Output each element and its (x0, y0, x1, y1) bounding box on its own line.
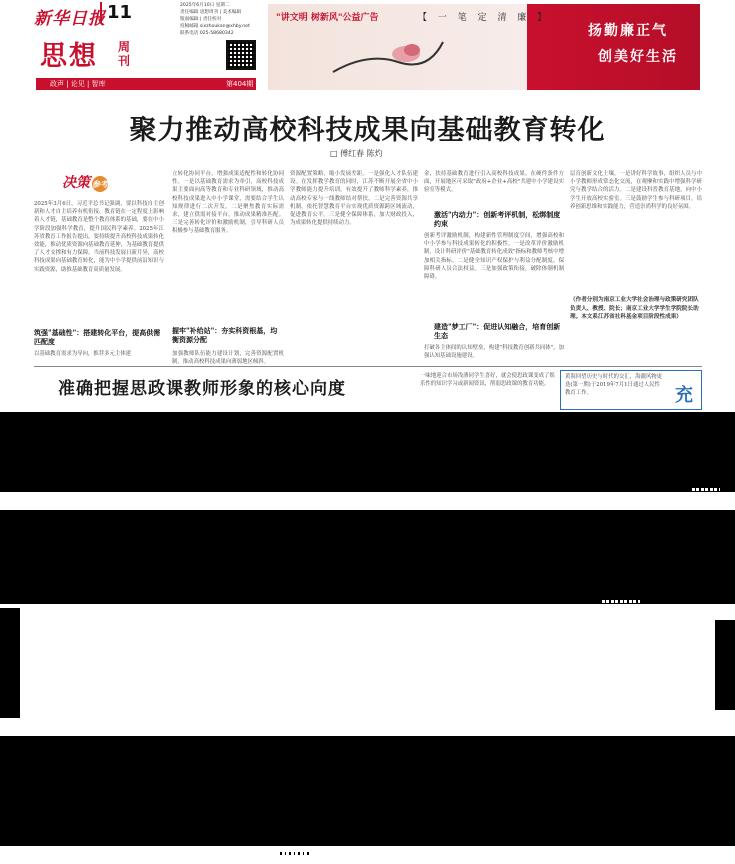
column-logo-text: 决策 (62, 175, 90, 191)
subheading-1: 筑强"基础性"：搭建转化平台，提高供需匹配度 (34, 328, 161, 346)
sidebar-box (560, 370, 702, 410)
qr-code-icon (226, 40, 256, 70)
byline: □ 傅红春 陈灼 (330, 149, 383, 158)
sidebar-box-title: 充 (675, 385, 693, 406)
article2-fragment: 一味地迎合市场浅薄同学生喜好，就会使思政课变成了娱乐性的知识学习或新闻资讯，削弱思政课的教育功能。 (420, 373, 555, 388)
ad-slogan-line1: 扬勤廉正气 (588, 23, 668, 39)
paper-name: 新华日报 (34, 9, 106, 29)
section-title: 思想 (40, 41, 98, 72)
noise-strip (280, 852, 310, 855)
public-service-ad (268, 4, 700, 90)
paragraph: 2025年3月6日，习近平总书记强调，要以科技自主创新和人才自主培养有机衔接，教育链在一定程度上影响着人才链，基础教育是整个教育体系的基础，要在中小学阶段加强科学教育，提升国民科学素养。2025年江苏省教育工作报告提出，要持续提升高校科技成果转化效能，推动优质资源向基础教育延伸，为基础教育提供了人才支撑和有力保障。当前科技发展日新月异，高校科技成果向基础教育转化，能为中小学提供前沿知识与实践资源，助推基础教育高质量发展。 (34, 201, 164, 273)
author-note: （作者分别为南京工业大学社会治理与政策研究团队负责人、教授、院长；南京工业大学学生学院院长助理。本文系江苏省社科基金项目阶段性成果） (570, 297, 699, 320)
paragraph: 加强教师队伍能力建设计划，完善资源配置机制，推动高校科技成果向薄弱地区倾斜。 (172, 351, 284, 366)
article-headline: 聚力推动高校科技成果向基础教育转化 (129, 115, 606, 146)
paragraph: 创新考评激励机制，构建新性管理制度空间，增强高校和中小学参与科技成果转化的积极性。一是改革评价激励机制，设计科研评价"基础教育转化成效"指标和教师考核中增加相关指标。二是健全知识产权保护与利益分配制度，保障科研人员合法权益。三是加强政策衔接，破除体制机制障碍。 (424, 233, 564, 281)
article-column-2 (172, 170, 284, 320)
subheading-2: 握牢"补给站"：夯实科资根基，均衡资源分配 (172, 326, 278, 344)
masthead (0, 0, 735, 92)
paragraph: 打破各主体间的认知壁垒，构建"科技教育创新共同体"，加强认知基础设施建设。 (424, 345, 564, 360)
paragraph: 层育创新文化土壤。一是讲好科学故事，组织人员与中小学教师形成常态化交流，在观摩和实践中增强科学研究与教学结合的活力。二是建设科普教育基地，向中小学生开放高校实验室。三是鼓励学生参与科研项目，培养创新思维和实践能力，营造崇尚科学的良好氛围。 (570, 171, 702, 210)
column-logo-badge: 参考 (92, 176, 108, 192)
article2-headline: 准确把握思政课教师形象的核心向度 (58, 379, 346, 399)
obscured-region (0, 736, 735, 846)
info-block (180, 2, 260, 37)
paragraph: 资源配置策略，缩小发展差距。一是强化人才队伍建设。在发挥教学教育的同时，江苏不断开展全省中小学教师能力提升培训，有效提升了教师科学素养，推动高校专家与一线教师结对帮扶。二是完善资源共享机制，依托智慧教育平台实现优质资源跨区域流动，促进教育公平。三是健全保障体系，加大财政投入，为成果转化提供持续动力。 (290, 171, 418, 227)
lotus-brush-icon (328, 32, 448, 82)
ad-slogan-line2: 创美好生活 (598, 49, 678, 65)
ad-slogan: "讲文明 树新风"公益广告 (276, 13, 379, 23)
article-column-3 (290, 170, 418, 360)
obscured-region (0, 510, 735, 604)
section-divider (34, 366, 702, 367)
noise-strip (690, 488, 720, 491)
info-line: 投稿邮箱 sixzhoukan@xhby.net (180, 24, 250, 29)
subheading-3: 激活"内动力"：创新考评机制，松绑制度约束 (434, 210, 561, 228)
page-number: 11 (100, 2, 132, 23)
paragraph: 立转化协同平台，增强成果适配性和转化协同性。一是以基础教育需求为牵引，高校科技成果主要面向高等教育和专业科研领域，推动高校科技成果进入中小学课堂，需要结合学生认知规律进行二次开发。二是聚焦教育实际需求，建立供需对接平台，推动成果精准匹配。三是完善转化评价和激励机制，引导科研人员积极参与基础教育服务。 (172, 171, 284, 235)
info-line: 联系电话 025-58680342 (180, 31, 234, 36)
issue-number: 第404期 (226, 80, 254, 88)
obscured-region (0, 412, 735, 492)
column-logo (62, 172, 108, 192)
subheading-4: 建造"梦工厂"：促进认知融合，培育创新生态 (434, 322, 561, 340)
info-line: 责任编辑 思想周刊 | 美术编辑 (180, 10, 242, 15)
obscured-region (715, 620, 735, 710)
section-subtitle: 周刊 (118, 40, 131, 68)
paragraph: 以基础教育需求为导向，推荐多元主体建 (34, 351, 132, 357)
info-line: 版面编辑 | 责任校对 (180, 17, 222, 22)
info-line: 2025年6月10日 星期二 (180, 3, 230, 8)
obscured-region (0, 608, 20, 718)
article-column-5 (570, 170, 702, 300)
noise-strip (600, 600, 640, 603)
sidebar-box-text: 黄海回望历史与时代的交汇，海疆风物更迭(第一期)于2019年7月1日通过人民性教育工作。 (565, 374, 663, 396)
article-column-4: 金，扶持基础教育进行引入高校科技成果。在硬件条件方面，开展地区可采取"政府+企业+高校"共建中小学建设实验室等模式。 (424, 171, 564, 194)
ad-title: 【 一 笔 定 清 廉 】 (418, 13, 551, 23)
section-columns: 政声 | 论见 | 智库 (36, 78, 256, 90)
